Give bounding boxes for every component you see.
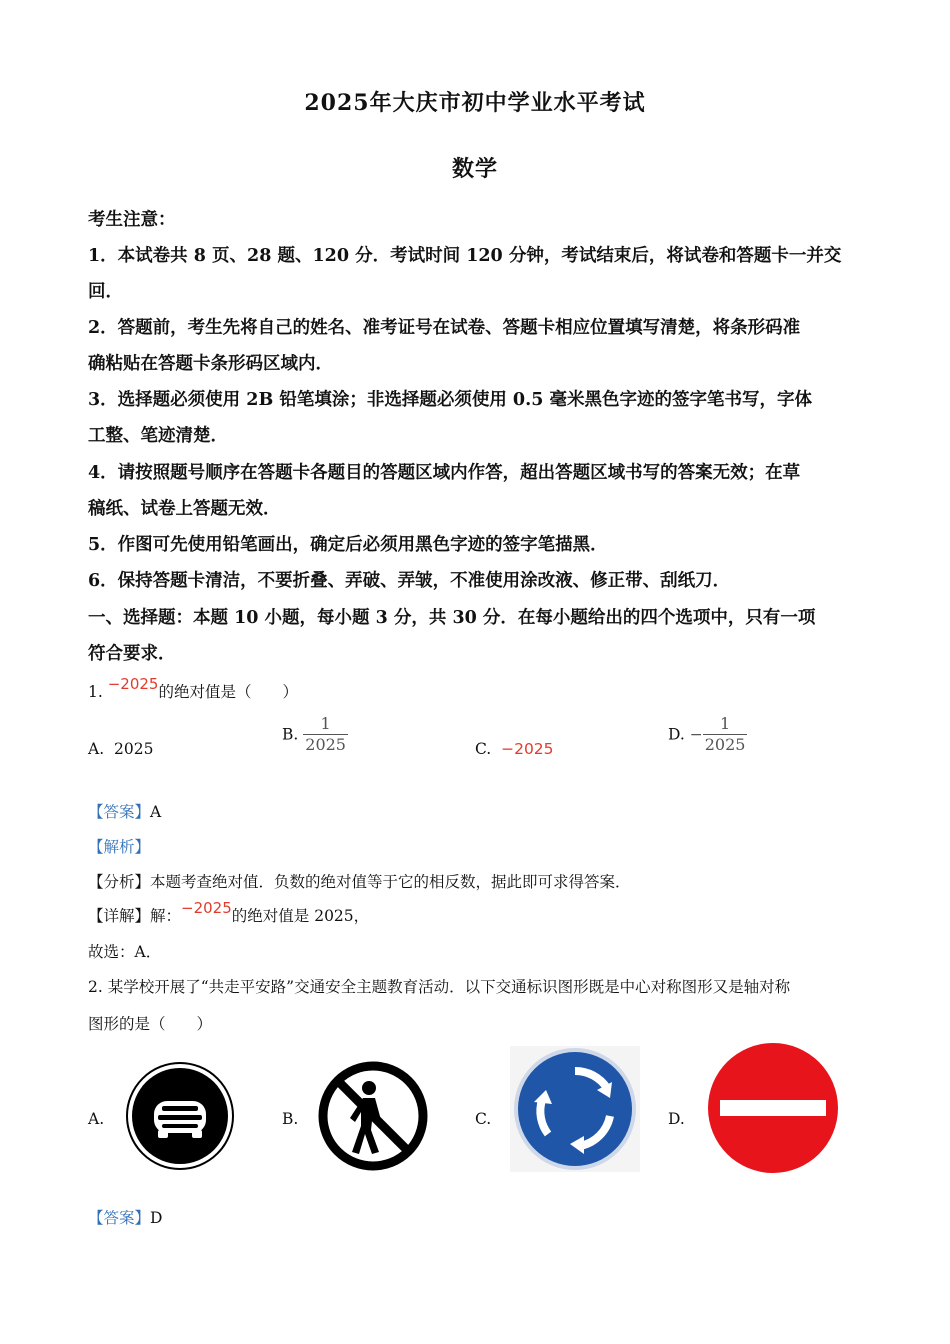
option-label: B.: [282, 725, 299, 744]
notice-line: 工整、笔迹清楚．: [88, 426, 228, 446]
analysis-line: [88, 835, 878, 857]
exam-title: 2025年大庆市初中学业水平考试: [304, 90, 646, 116]
question-1-stem: [88, 675, 878, 702]
answer-line: [88, 800, 878, 822]
option-label: B.: [282, 1110, 299, 1128]
math-expression: −2025: [107, 675, 159, 693]
option-b: [282, 714, 348, 755]
option-label: C.: [475, 1110, 492, 1128]
question-number: 1.: [88, 683, 103, 701]
option-label: D.: [668, 1110, 685, 1128]
option-d: [668, 714, 747, 755]
fraction: [703, 714, 748, 755]
xiangjie-line: [88, 899, 878, 926]
option-label: A.: [88, 740, 105, 758]
xiangjie-suffix: 的绝对值是 2025，: [231, 907, 370, 925]
no-motor-vehicle-sign-icon: [124, 1060, 236, 1176]
fraction-denominator: 2025: [704, 735, 746, 754]
option-value: −2025: [501, 740, 554, 758]
conclusion-line: 故选：A．: [88, 943, 162, 961]
notice-line: 稿纸、试卷上答题无效．: [88, 499, 281, 519]
math-expression: −2025: [181, 899, 232, 917]
section-heading-cont: 符合要求．: [88, 644, 176, 664]
question-text: 的绝对值是（ ）: [158, 683, 298, 701]
analysis-tag: 【解析】: [88, 838, 151, 856]
no-entry-sign-icon: [706, 1042, 840, 1178]
answer-line: [88, 1206, 878, 1228]
fraction-denominator: 2025: [305, 735, 346, 754]
option-c: [475, 740, 554, 758]
minus-sign: −: [689, 725, 703, 744]
option-a: [88, 740, 153, 758]
notice-line: 1．本试卷共 8 页、28 题、120 分．考试时间 120 分钟，考试结束后，将试卷和答题卡一并交: [88, 246, 842, 266]
section-heading: 一、选择题：本题 10 小题，每小题 3 分，共 30 分．在每小题给出的四个选项中，只有一项: [88, 608, 816, 628]
answer-tag: 【答案】: [88, 1209, 151, 1227]
question-2-stem-cont: 图形的是（ ）: [88, 1015, 213, 1033]
notice-line: 回．: [88, 282, 123, 302]
xiangjie-tag: 【详解】: [88, 907, 151, 925]
no-pedestrian-sign-icon: [317, 1060, 429, 1176]
option-label: D.: [668, 725, 685, 744]
answer-tag: 【答案】: [88, 803, 151, 821]
subject-title: 数学: [451, 156, 498, 182]
notice-line: 确粘贴在答题卡条形码区域内．: [88, 354, 333, 374]
fenxi-text: 本题考查绝对值．负数的绝对值等于它的相反数，据此即可求得答案．: [150, 873, 631, 891]
option-label: C.: [475, 740, 492, 758]
fraction: [303, 714, 348, 755]
option-label: A.: [88, 1110, 105, 1128]
answer-value: A: [150, 803, 162, 821]
fraction-numerator: 1: [703, 714, 748, 735]
notice-heading: 考生注意：: [88, 210, 176, 230]
xiangjie-prefix: 解：: [150, 907, 182, 925]
question-2-stem: 2. 某学校开展了“共走平安路”交通安全主题教育活动．以下交通标识图形既是中心对称图形又是轴对称: [88, 978, 791, 996]
fenxi-line: [88, 870, 878, 892]
answer-value: D: [150, 1209, 163, 1227]
fenxi-tag: 【分析】: [88, 873, 151, 891]
notice-line: 6．保持答题卡清洁，不要折叠、弄破、弄皱，不准使用涂改液、修正带、刮纸刀．: [88, 571, 731, 591]
roundabout-sign-icon: [510, 1046, 640, 1176]
notice-line: 2．答题前，考生先将自己的姓名、准考证号在试卷、答题卡相应位置填写清楚，将条形码准: [88, 318, 801, 338]
notice-line: 5．作图可先使用铅笔画出，确定后必须用黑色字迹的签字笔描黑．: [88, 535, 608, 555]
fraction-numerator: 1: [303, 714, 348, 735]
notice-line: 4．请按照题号顺序在答题卡各题目的答题区域内作答，超出答题区域书写的答案无效；在草: [88, 463, 801, 483]
notice-line: 3．选择题必须使用 2B 铅笔填涂；非选择题必须使用 0.5 毫米黑色字迹的签字笔书写，字体: [88, 390, 812, 410]
option-value: 2025: [113, 740, 154, 758]
